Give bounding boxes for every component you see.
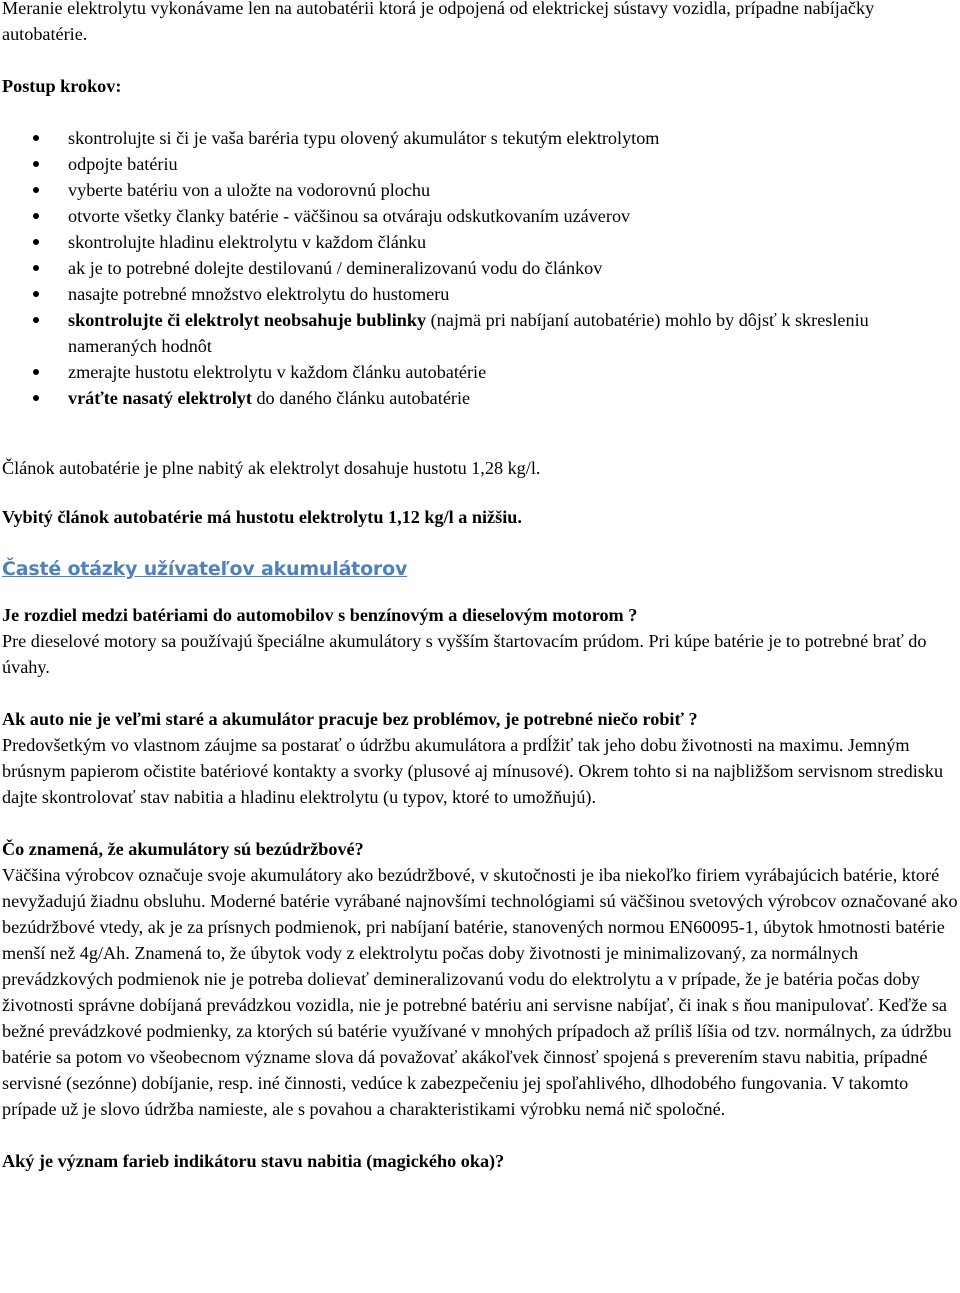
faq-answer: Väčšina výrobcov označuje svoje akumulátory ako bezúdržbové, v skutočnosti je iba niekoľko firiem vyrábajúcich batérie, ktoré nevyžadujú žiadnu obsluhu. Moderné batérie vyrábané najnovšími technológiami sú väčšinou svetových výrobcov označované ako bezúdržbové vtedy, ak je za prísnych podmienok, pri nabíjaní batérie, stanovených normou EN60095-1, úbytok hmotnosti batérie menší než 4g/Ah. Znamená to, že úbytok vody z elektrolytu počas doby životnosti je minimalizovaný, za normálnych prevádzkových podmienok nie je potreba dolievať demineralizovanú vodu do elektrolytu a v prípade, že je batéria počas doby životnosti správne dobíjaná prevádzkou vozidla, nie je potrebné batériu ani servisne nabíjať, či inak s ňou manipulovať. Keďže sa bežné prevádzkové podmienky, za ktorých sú batérie využívané v mnohých prípadoch až príliš líšia od tzv. normálnych, za údržbu batérie sa potom vo všeobecnom význame slova dá považovať akákoľvek činnosť spojená s preverením stavu nabitia, prípadné servisné (sezónne) dobíjanie, resp. iné činnosti, vedúce k zabezpečeniu jej spoľahlivého, dlhodobého fungovania. V takomto prípade už je slovo údržba namieste, ale s povahou a charakteristikami výrobku nemá nič spoločné. — [2, 865, 958, 1119]
discharged-cell-note: Vybitý článok autobatérie má hustotu elektrolytu 1,12 kg/l a nižšiu. — [2, 507, 522, 527]
steps-list — [2, 125, 958, 411]
document-page — [2, 0, 958, 1200]
faq-question: Aký je význam farieb indikátoru stavu nabitia (magického oka)? — [2, 1151, 505, 1171]
list-item — [2, 385, 958, 411]
step-text: nasajte potrebné množstvo elektrolytu do hustomeru — [68, 284, 450, 304]
list-item — [2, 151, 958, 177]
faq-item — [2, 602, 958, 680]
step-bold-text: skontrolujte či elektrolyt neobsahuje bublinky — [68, 310, 427, 330]
step-text: skontrolujte hladinu elektrolytu v každom článku — [68, 232, 427, 252]
step-text: otvorte všetky članky batérie - väčšinou sa otváraju odskutkovaním uzáverov — [68, 206, 631, 226]
bullet-icon — [33, 187, 39, 193]
list-item — [2, 177, 958, 203]
intro-paragraph: Meranie elektrolytu vykonávame len na autobatérii ktorá je odpojená od elektrickej sústavy vozidla, prípadne nabíjačky autobatérie. — [2, 0, 875, 44]
bullet-icon — [33, 265, 39, 271]
bullet-icon — [33, 213, 39, 219]
step-text: do daného článku autobatérie — [251, 388, 471, 408]
faq-question: Je rozdiel medzi batériami do automobilov s benzínovým a dieselovým motorom ? — [2, 605, 638, 625]
list-item — [2, 125, 958, 151]
list-item — [2, 281, 958, 307]
list-item — [2, 359, 958, 385]
bullet-icon — [33, 135, 39, 141]
bullet-icon — [33, 395, 39, 401]
faq-heading-link[interactable]: Časté otázky užívateľov akumulátorov — [2, 558, 408, 580]
faq-item — [2, 706, 958, 810]
bullet-icon — [33, 161, 39, 167]
step-bold-text: vráťte nasatý elektrolyt — [68, 388, 252, 408]
step-text: skontrolujte si či je vaša baréria typu olovený akumulátor s tekutým elektrolytom — [68, 128, 660, 148]
faq-item — [2, 1148, 958, 1174]
steps-title: Postup krokov: — [2, 76, 122, 96]
list-item — [2, 307, 958, 359]
bullet-icon — [33, 317, 39, 323]
faq-item — [2, 836, 958, 1122]
list-item — [2, 255, 958, 281]
bullet-icon — [33, 291, 39, 297]
step-text: zmerajte hustotu elektrolytu v každom článku autobatérie — [68, 362, 487, 382]
bullet-icon — [33, 239, 39, 245]
faq-question: Čo znamená, že akumulátory sú bezúdržbové? — [2, 839, 364, 859]
step-text: (najmä pri nabíjaní autobatérie) mohlo by dôjsť k skresleniu nameraných hodnôt — [68, 310, 869, 356]
list-item — [2, 203, 958, 229]
faq-answer: Predovšetkým vo vlastnom záujme sa postarať o údržbu akumulátora a prdĺžiť tak jeho dobu životnosti na maximu. Jemným brúsnym papierom očistite batériové kontakty a svorky (plusové aj mínusové). Okrem tohto si na najbližšom servisnom stredisku dajte skontrolovať stav nabitia a hladinu elektrolytu (u typov, ktoré to umožňujú). — [2, 735, 944, 807]
charged-cell-note: Článok autobatérie je plne nabitý ak elektrolyt dosahuje hustotu 1,28 kg/l. — [2, 458, 541, 478]
list-item — [2, 229, 958, 255]
step-text: vyberte batériu von a uložte na vodorovnú plochu — [68, 180, 431, 200]
faq-answer: Pre dieselové motory sa používajú špeciálne akumulátory s vyšším štartovacím prúdom. Pri kúpe batérie je to potrebné brať do úvahy. — [2, 631, 927, 677]
faq-question: Ak auto nie je veľmi staré a akumulátor pracuje bez problémov, je potrebné niečo robiť ? — [2, 709, 698, 729]
step-text: odpojte batériu — [68, 154, 178, 174]
bullet-icon — [33, 369, 39, 375]
step-text: ak je to potrebné dolejte destilovanú / demineralizovanú vodu do článkov — [68, 258, 603, 278]
